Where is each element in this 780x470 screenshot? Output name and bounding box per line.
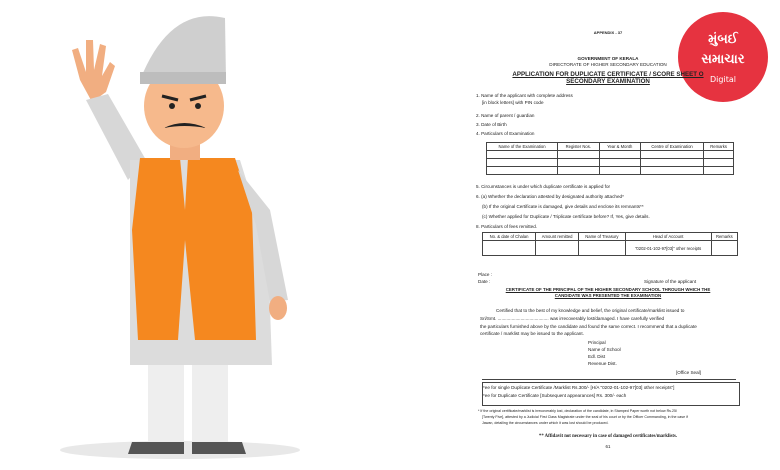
fee-box-border xyxy=(482,382,740,406)
gov-label: GOVERNMENT OF KERALA xyxy=(577,56,639,61)
exam-col-reg: Register Nos. xyxy=(558,143,599,151)
page-number: 61 xyxy=(605,444,611,449)
item-1: 1. Name of the applicant with complete address xyxy=(476,93,573,98)
exam-col-name: Name of the Examination xyxy=(487,143,558,151)
exam-col-centre: Centre of Examination xyxy=(640,143,703,151)
footnote-1: * If the original certificate/marklist is irrecoverably lost, declaration of the candidate, in Stamped Paper worth not below Rs.25/ xyxy=(478,409,677,413)
item-1b: [in block letters] with PIN code xyxy=(482,100,544,105)
school-label: Name of School xyxy=(588,347,621,352)
footnote-2: [Twenty Five], attested by a Judicial First Class Magistrate under the seal of his court or by the Officer Commanding, in the case if xyxy=(482,415,688,419)
logo-text-line3: Digital xyxy=(710,75,736,84)
cert-para-1: Certified that to the best of my knowledge and belief, the original certificate/marklist issued to xyxy=(496,308,685,313)
form-title-2: SECONDARY EXAMINATION xyxy=(566,78,650,85)
exam-col-year: Year & Month xyxy=(599,143,640,151)
item-2: 2. Name of parent / guardian xyxy=(476,113,535,118)
fee-note-1: Fee for single Duplicate Certificate /Marklist Rs.300/- [H/A "0202-01-102-97[03] other receipts"] xyxy=(482,385,675,390)
appendix-label: APPENDIX - 37 xyxy=(593,30,623,35)
place-label: Place : xyxy=(478,272,493,277)
fee-col-head: Head of Account xyxy=(625,233,711,241)
exam-col-remarks: Remarks xyxy=(704,143,734,151)
certificate-heading-2: CANDIDATE WAS PRESENTED THE EXAMINATION xyxy=(554,293,662,298)
logo-text-line1: મુંબઈ xyxy=(708,32,738,47)
revenue-dist-label: Revenue Dist. xyxy=(588,361,617,366)
item-6c: (c) Whether applied for Duplicate / Triplicate certificate before? If, Yes, give details. xyxy=(482,214,650,219)
cert-para-2: Sri/Smt. ........................................ was irrecoverably lost/damaged. I have carefully verified xyxy=(480,316,665,321)
office-seal-label: [Office Seal] xyxy=(676,370,701,375)
form-title: APPLICATION FOR DUPLICATE CERTIFICATE / SCORE SHEET O xyxy=(512,71,704,78)
signature-label: Signature of the applicant xyxy=(644,279,697,284)
fee-col-amount: Amount remitted xyxy=(536,233,579,241)
item-6b: (b) If the original Certificate is damaged, give details and enclose its remnants** xyxy=(482,204,644,209)
item-5: 5. Circumstances is under which duplicate certificate is applied for xyxy=(476,184,611,189)
logo-text-line2: સમાચાર xyxy=(701,52,745,67)
edl-dist-label: Edl. Dist xyxy=(588,354,606,359)
exam-table xyxy=(486,142,734,175)
fee-col-remarks: Remarks xyxy=(711,233,737,241)
cert-para-3: the particulars furnished above by the candidate and found the same correct. I recommend that a duplicate xyxy=(480,324,697,329)
fee-table xyxy=(482,232,738,256)
fee-note-2: Fee for Duplicate Certificate [Subsequent appearances] Rs. 300/- each xyxy=(482,393,627,398)
politician-cartoon xyxy=(20,10,380,460)
date-label: Date : xyxy=(478,279,491,284)
item-8: 8. Particulars of fees remitted. xyxy=(476,224,538,229)
fee-col-treasury: Name of Treasury xyxy=(579,233,625,241)
cert-para-4: certificate / marklist may be issued to the applicant. xyxy=(480,331,584,336)
head-of-account-value: "0202-01-102-97[03]" other receipts xyxy=(625,241,711,256)
divider xyxy=(482,379,736,380)
principal-label: Principal xyxy=(588,340,606,345)
certificate-heading: CERTIFICATE OF THE PRINCIPAL OF THE HIGHER SECONDARY SCHOOL THROUGH WHICH THE xyxy=(505,287,711,292)
affidavit-note: ** Affidavit not necessary in case of damaged certificates/marklists. xyxy=(538,434,678,439)
item-6a: 6. (a) Whether the declaration attested by designated authority attached* xyxy=(476,194,624,199)
item-3: 3. Date of Birth xyxy=(476,122,507,127)
fee-col-chalan: No. & date of Chalan xyxy=(483,233,536,241)
item-4: 4. Particulars of Examination xyxy=(476,131,535,136)
directorate-label: DIRECTORATE OF HIGHER SECONDARY EDUCATION xyxy=(549,62,667,67)
footnote-3: Jawan, detailing the circumstances under which it was lost should be produced. xyxy=(482,421,609,425)
